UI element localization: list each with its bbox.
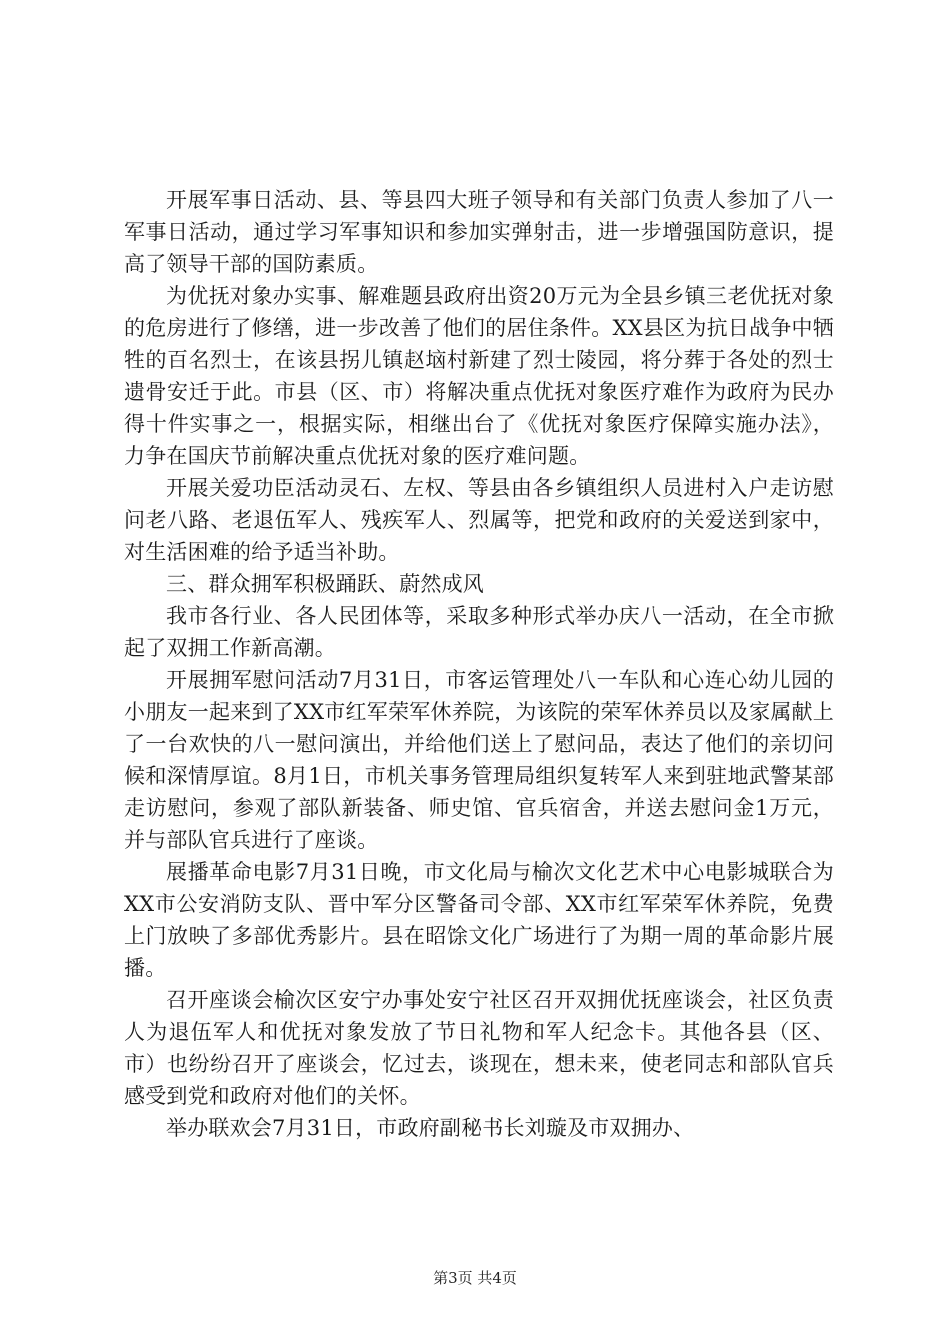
paragraph-army-visit: 开展拥军慰问活动7月31日，市客运管理处八一车队和心连心幼儿园的小朋友一起来到了XX市红军荣军休养院，为该院的荣军休养员以及家属献上了一台欢快的八一慰问演出，并给他们送上了慰问品，表达了他们的亲切问候和深情厚谊。8月1日，市机关事务管理局组织复转军人来到驻地武警某部走访慰问，参观了部队新装备、师史馆、官兵宿舍，并送去慰问金1万元，并与部队官兵进行了座谈。: [124, 668, 834, 852]
paragraph-city-activities: 我市各行业、各人民团体等，采取多种形式举办庆八一活动，在全市掀起了双拥工作新高潮。: [124, 604, 834, 660]
paragraph-care-heroes: 开展关爱功臣活动灵石、左权、等县由各乡镇组织人员进村入户走访慰问老八路、老退伍军人、残疾军人、烈属等，把党和政府的关爱送到家中，对生活困难的给予适当补助。: [124, 476, 834, 564]
section-heading-three: 三、群众拥军积极踊跃、蔚然成风: [166, 572, 484, 596]
paragraph-revolution-films: 展播革命电影7月31日晚，市文化局与榆次文化艺术中心电影城联合为XX市公安消防支队、晋中军分区警备司令部、XX市红军荣军休养院，免费上门放映了多部优秀影片。县在昭馀文化广场进行了为期一周的革命影片展播。: [124, 860, 834, 980]
document-body: [124, 184, 834, 1144]
page-number-footer: 第3页 共4页: [433, 1269, 517, 1287]
paragraph-military-day: 开展军事日活动、县、等县四大班子领导和有关部门负责人参加了八一军事日活动，通过学习军事知识和参加实弹射击，进一步增强国防意识，提高了领导干部的国防素质。: [124, 188, 834, 276]
paragraph-symposium: 召开座谈会榆次区安宁办事处安宁社区召开双拥优抚座谈会，社区负责人为退伍军人和优抚对象发放了节日礼物和军人纪念卡。其他各县（区、市）也纷纷召开了座谈会，忆过去，谈现在，想未来，使老同志和部队官兵感受到党和政府对他们的关怀。: [124, 988, 834, 1108]
paragraph-gala: 举办联欢会7月31日，市政府副秘书长刘璇及市双拥办、: [166, 1116, 695, 1140]
paragraph-practical-help: 为优抚对象办实事、解难题县政府出资20万元为全县乡镇三老优抚对象的危房进行了修缮，进一步改善了他们的居住条件。XX县区为抗日战争中牺牲的百名烈士，在该县拐儿镇赵垴村新建了烈士陵园，将分葬于各处的烈士遗骨安迁于此。市县（区、市）将解决重点优抚对象医疗难作为政府为民办得十件实事之一，根据实际，相继出台了《优抚对象医疗保障实施办法》，力争在国庆节前解决重点优抚对象的医疗难问题。: [124, 284, 834, 468]
